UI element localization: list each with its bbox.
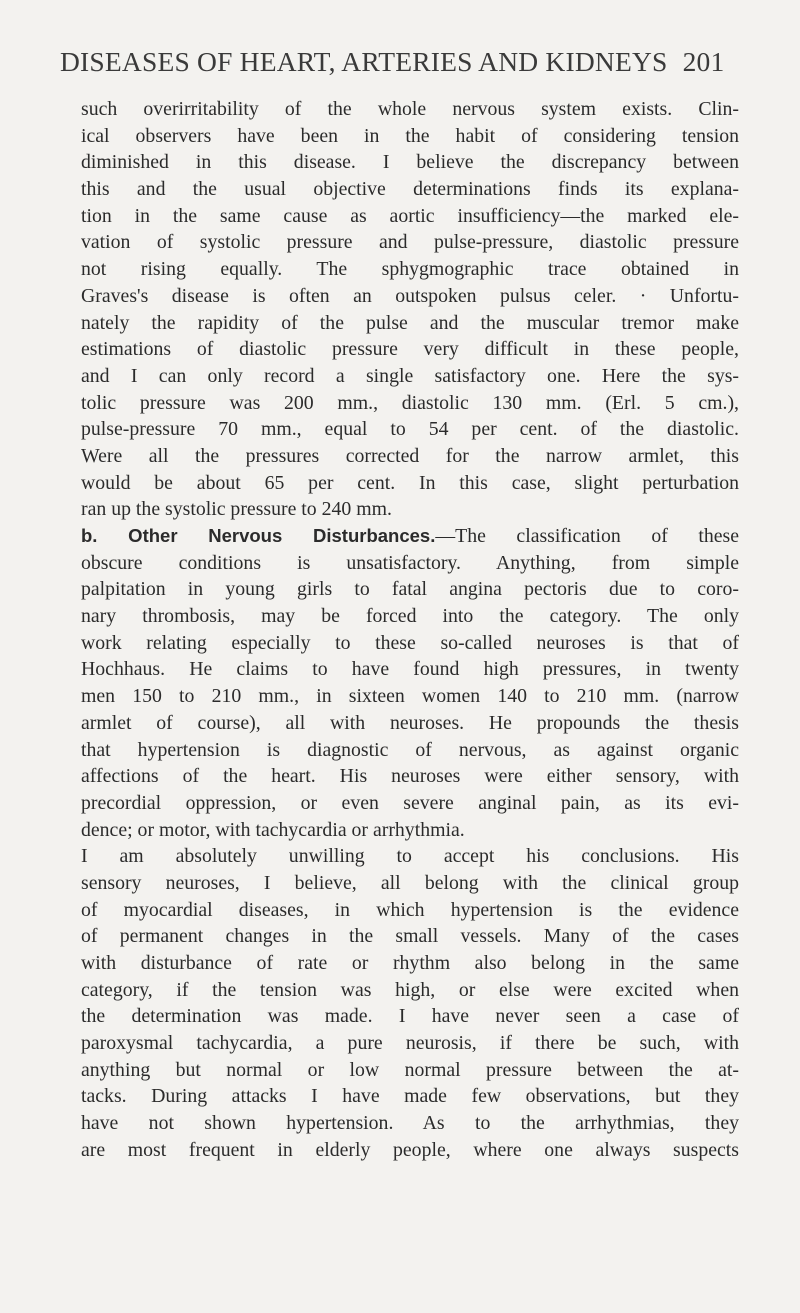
- text-line: men 150 to 210 mm., in sixteen women 140 to 210 mm. (narrow: [81, 685, 739, 708]
- text-line: estimations of diastolic pressure very difficult in these people,: [81, 338, 739, 361]
- body-text: [81, 96, 739, 1164]
- text-line: and I can only record a single satisfactory one. Here the sys-: [81, 364, 739, 387]
- running-head-title: DISEASES OF HEART, ARTERIES AND KIDNEYS: [60, 46, 668, 77]
- running-head: [60, 46, 760, 78]
- text-line: Were all the pressures corrected for the narrow armlet, this: [81, 444, 739, 467]
- text-line: dence; or motor, with tachycardia or arrhythmia.: [81, 818, 465, 841]
- text-line: tacks. During attacks I have made few observations, but they: [81, 1085, 739, 1108]
- text-line: paroxysmal tachycardia, a pure neurosis, if there be such, with: [81, 1032, 739, 1055]
- text-line: precordial oppression, or even severe anginal pain, as its evi-: [81, 791, 739, 814]
- text-line: tion in the same cause as aortic insufficiency—the marked ele-: [81, 204, 739, 227]
- text-line: with disturbance of rate or rhythm also belong in the same: [81, 952, 739, 974]
- text-line: palpitation in young girls to fatal angina pectoris due to coro-: [81, 578, 739, 601]
- text-line: that hypertension is diagnostic of nervous, as against organic: [81, 738, 739, 761]
- text-line-continuation: —The classification of these: [435, 525, 739, 547]
- text-line: anything but normal or low normal pressure between the at-: [81, 1058, 739, 1081]
- text-line: of permanent changes in the small vessels. Many of the cases: [81, 925, 739, 948]
- text-line: of myocardial diseases, in which hypertension is the evidence: [81, 898, 739, 921]
- text-line: nary thrombosis, may be forced into the category. The only: [81, 605, 739, 628]
- text-line: vation of systolic pressure and pulse-pressure, diastolic pressure: [81, 231, 739, 254]
- text-line: obscure conditions is unsatisfactory. Anything, from simple: [81, 551, 739, 574]
- text-line: tolic pressure was 200 mm., diastolic 130 mm. (Erl. 5 cm.),: [81, 391, 739, 414]
- text-line: the determination was made. I have never seen a case of: [81, 1005, 739, 1028]
- text-line: category, if the tension was high, or else were excited when: [81, 978, 739, 1001]
- text-line: this and the usual objective determinations finds its explana-: [81, 178, 739, 201]
- text-line: work relating especially to these so-called neuroses is that of: [81, 631, 739, 654]
- section-heading: b. Other Nervous Disturbances.: [81, 525, 436, 546]
- text-line: pulse-pressure 70 mm., equal to 54 per cent. of the diastolic.: [81, 418, 739, 441]
- text-line: have not shown hypertension. As to the arrhythmias, they: [81, 1112, 739, 1135]
- text-line: ran up the systolic pressure to 240 mm.: [81, 498, 392, 521]
- text-line: affections of the heart. His neuroses were either sensory, with: [81, 765, 739, 788]
- text-line: such overirritability of the whole nervous system exists. Clin-: [81, 98, 739, 120]
- text-line: ical observers have been in the habit of considering tension: [81, 124, 739, 147]
- text-line: not rising equally. The sphygmographic trace obtained in: [81, 258, 739, 281]
- text-line: sensory neuroses, I believe, all belong with the clinical group: [81, 871, 739, 894]
- paragraph-first-line: I am absolutely unwilling to accept his conclusions. His: [81, 845, 739, 868]
- text-line: Hochhaus. He claims to have found high pressures, in twenty: [81, 658, 739, 681]
- section-heading-line: [81, 523, 739, 550]
- text-line: would be about 65 per cent. In this case, slight perturbation: [81, 471, 739, 494]
- text-line: armlet of course), all with neuroses. He propounds the thesis: [81, 711, 739, 734]
- text-line: are most frequent in elderly people, where one always suspects: [81, 1138, 739, 1161]
- page-number: 201: [682, 46, 725, 77]
- text-line: diminished in this disease. I believe the discrepancy between: [81, 151, 739, 174]
- text-line: nately the rapidity of the pulse and the muscular tremor make: [81, 311, 739, 334]
- text-line: Graves's disease is often an outspoken pulsus celer. · Unfortu-: [81, 284, 739, 307]
